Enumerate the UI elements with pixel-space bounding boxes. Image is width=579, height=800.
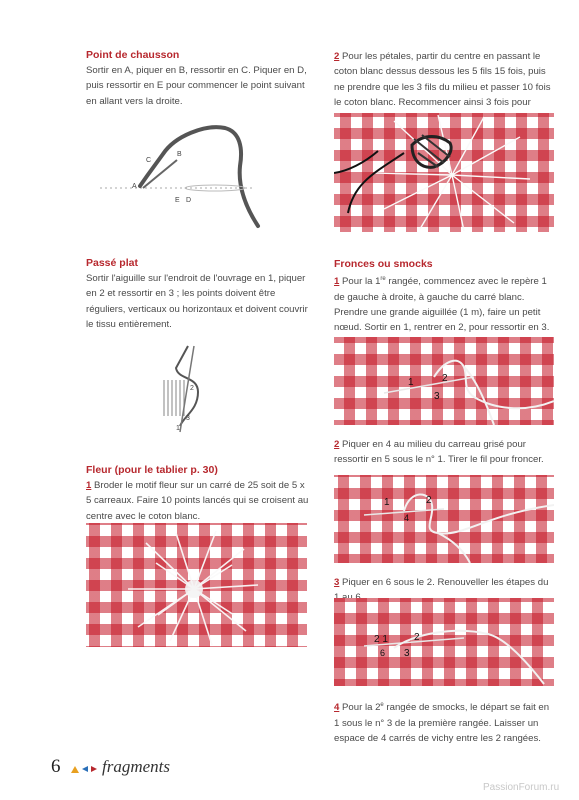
label-2: 2 (190, 385, 194, 392)
photo-label-2: 2 (426, 495, 432, 506)
photo-label-21: 2 1 (374, 634, 388, 645)
step-number: 4 (334, 702, 340, 714)
passe-plat-title: Passé plat (86, 257, 138, 269)
photo-label-6: 6 (380, 648, 386, 658)
petales-text: 2 Pour les pétales, partir du centre en passant le coton blanc dessus dessous les 5 fils 15 fois, puis ne prendre que les 3 fils du milieu et passer 10 fois le coton blanc. Recommencer ainsi 3 fois pour (334, 51, 551, 109)
label-c: C (146, 157, 152, 164)
photo-label-3: 3 (404, 648, 410, 659)
passe-plat-text: Sortir l'aiguille sur l'endroit de l'ouvrage en 1, piquer en 2 et ressortir en 3 ; les points doivent être réguliers, verticaux ou horizontaux et doivent couvrir le tissu entièrement. (86, 273, 308, 331)
photo-label-2: 2 (414, 632, 420, 643)
label-a: A (132, 183, 137, 190)
label-3: 3 (186, 415, 190, 422)
page-number: 6 (51, 756, 61, 777)
passe-plat-diagram (150, 338, 220, 438)
fronces-title: Fronces ou smocks (334, 258, 433, 270)
petales-photo (334, 113, 554, 232)
fronces-photo-3 (334, 598, 554, 686)
fleur-title: Fleur (pour le tablier p. 30) (86, 464, 218, 476)
photo-label-2: 2 (442, 373, 448, 384)
step-number: 2 (334, 439, 340, 450)
label-1: 1 (176, 425, 180, 432)
fronces-photo-2 (334, 475, 554, 563)
photo-label-1: 1 (384, 497, 390, 508)
section-name: fragments (102, 757, 170, 776)
label-d: D (186, 197, 192, 204)
photo-label-3: 3 (434, 391, 440, 402)
fleur-text: 1 Broder le motif fleur sur un carré de 25 soit de 5 x 5 carreaux. Faire 10 points lancés qui se croisent au centre avec le coton blanc. (86, 480, 309, 522)
step-number: 1 (86, 480, 92, 491)
step-number: 3 (334, 577, 340, 588)
step-number: 2 (334, 51, 340, 62)
triangles-icon (71, 764, 99, 774)
fronces-step2-text: 2 Piquer en 4 au milieu du carreau grisé pour ressortir en 5 sous le n° 1. Tirer le fil pour froncer. (334, 439, 544, 466)
fronces-step4-text: 4 Pour la 2e rangée de smocks, le départ se fait en 1 sous le n° 3 de la première rangée. Laisser un espace de 4 carrés de vichy entre les 2 rangées. (334, 702, 550, 744)
step-number: 1 (334, 276, 340, 288)
chausson-title: Point de chausson (86, 49, 180, 61)
chausson-text: Sortir en A, piquer en B, ressortir en C. Piquer en D, puis ressortir en E pour commencer le point suivant en allant vers la droite. (86, 65, 307, 107)
chausson-diagram (95, 118, 270, 236)
fronces-photo-1 (334, 337, 554, 425)
fronces-step3-text: 3 Piquer en 6 sous le 2. Renouveller les étapes du (334, 577, 549, 588)
label-e: E (175, 197, 180, 204)
fronces-step1-text: 1 Pour la 1re rangée, commencez avec le repère 1 de gauche à droite, à gauche du carré blanc. Prendre une grande aiguillée (1 m), faire un petit nœud. Sortir en 1, rentrer en 2, pour ressortir en 3. (334, 276, 550, 334)
photo-label-1: 1 (408, 377, 414, 388)
watermark: PassionForum.ru (483, 782, 560, 793)
fleur-photo (86, 523, 307, 647)
label-b: B (177, 151, 182, 158)
photo-label-4: 4 (404, 513, 410, 523)
